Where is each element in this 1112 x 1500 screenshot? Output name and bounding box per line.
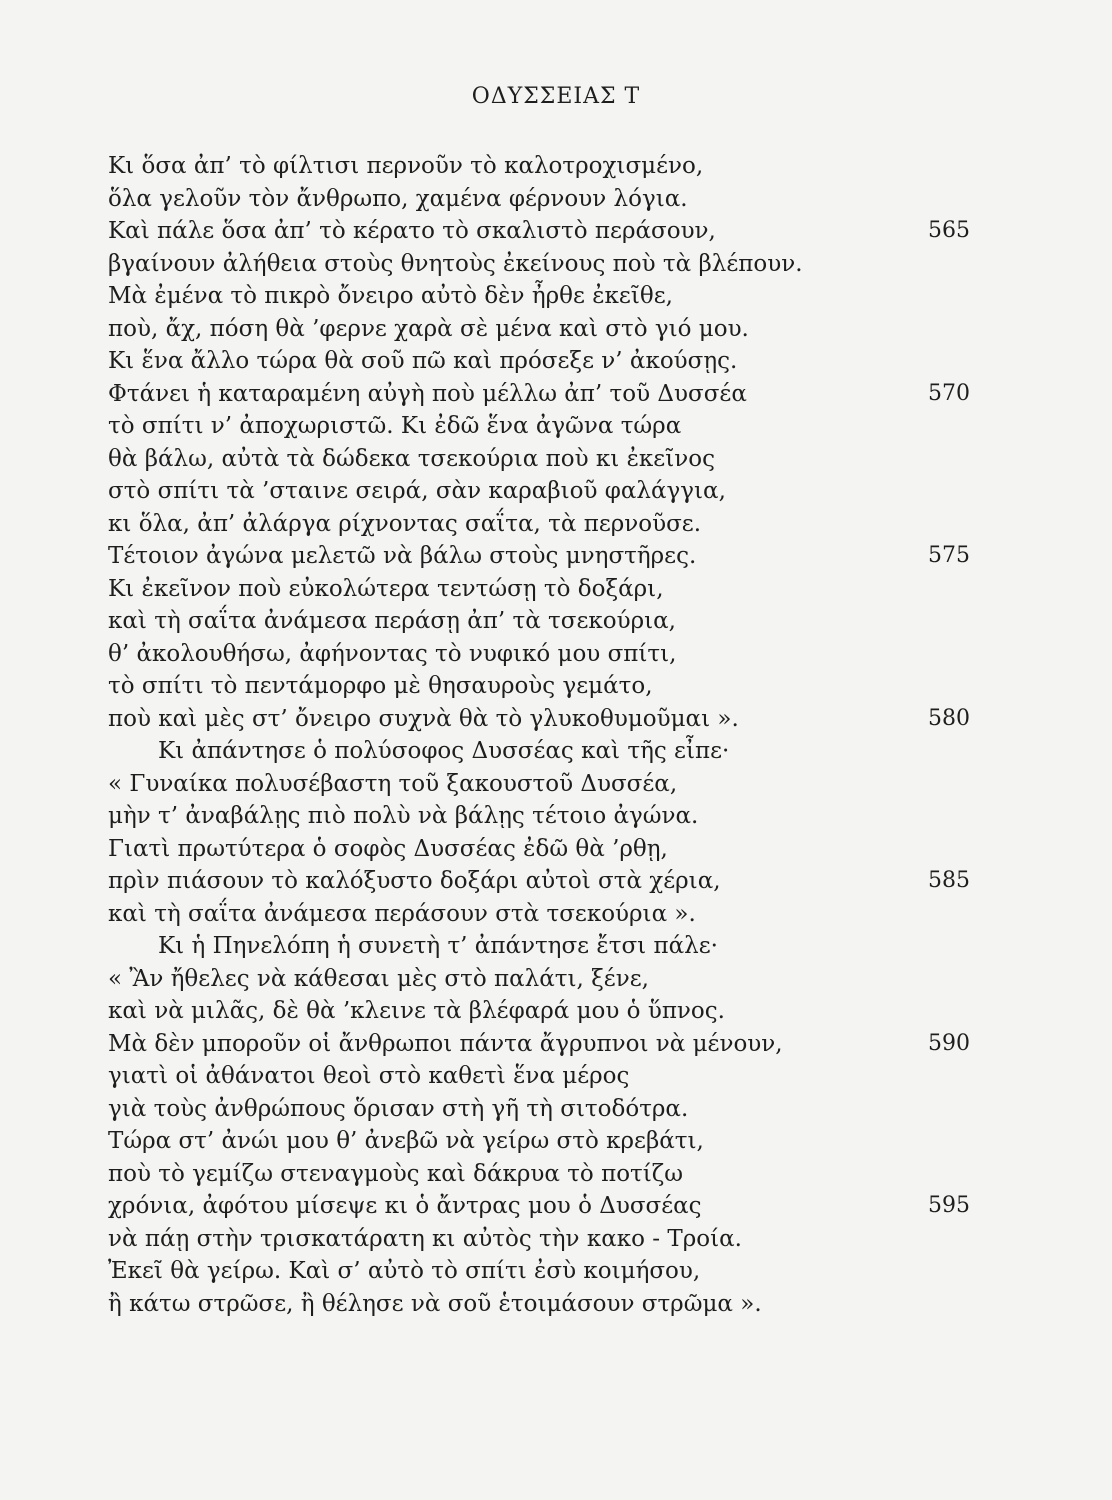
verse-text: χρόνια, ἀφότου μίσεψε κι ὁ ἄντρας μου ὁ Δυσσέας [108,1193,702,1219]
verse-text: βγαίνουν ἀλήθεια στοὺς θνητοὺς ἐκείνους ποὺ τὰ βλέπουν. [108,250,803,277]
verse-text: καὶ τὴ σαΐτα ἀνάμεσα περάσῃ ἀπ’ τὰ τσεκούρια, [108,608,676,634]
line-number: 565 [928,218,970,243]
verse-text: Κι ἐκεῖνον ποὺ εὐκολώτερα τεντώσῃ τὸ δοξάρι, [108,575,664,602]
verse-text: γιατὶ οἱ ἀθάνατοι θεοὶ στὸ καθετὶ ἕνα μέρος [108,1063,630,1089]
verse-text: γιὰ τοὺς ἀνθρώπους ὅρισαν στὴ γῆ τὴ σιτοδότρα. [108,1095,689,1122]
verse-line [0,280,1112,313]
verse-text: θ’ ἀκολουθήσω, ἀφήνοντας τὸ νυφικό μου σπίτι, [108,640,677,667]
verse-line [0,475,1112,508]
verse-text: ποὺ καὶ μὲς στ’ ὄνειρο συχνὰ θὰ τὸ γλυκοθυμοῦμαι ». [108,705,739,732]
verse-line [0,703,1112,736]
verse-line [0,345,1112,378]
verse-line [0,1060,1112,1093]
verse-text: Ἐκεῖ θὰ γείρω. Καὶ σ’ αὐτὸ τὸ σπίτι ἐσὺ κοιμήσου, [108,1258,701,1284]
verse-text: θὰ βάλω, αὐτὰ τὰ δώδεκα τσεκούρια ποὺ κι ἐκεῖνος [108,445,715,472]
verse-line [0,768,1112,801]
verse-text: Μὰ ἐμένα τὸ πικρὸ ὄνειρο αὐτὸ δὲν ἦρθε ἐκεῖθε, [108,283,673,309]
verse-line [0,638,1112,671]
verse-block [0,150,1112,1320]
verse-line [0,508,1112,541]
verse-text: ποὺ τὸ γεμίζω στεναγμοὺς καὶ δάκρυα τὸ ποτίζω [108,1160,684,1187]
verse-line [0,1255,1112,1288]
verse-line [0,930,1112,963]
verse-text: καὶ τὴ σαΐτα ἀνάμεσα περάσουν στὰ τσεκούρια ». [108,900,696,927]
verse-text: κι ὅλα, ἀπ’ ἀλάργα ρίχνοντας σαΐτα, τὰ περνοῦσε. [108,510,702,537]
running-header: ΟΔΥΣΣΕΙΑΣ Τ [471,84,641,109]
verse-line [0,410,1112,443]
verse-line [0,605,1112,638]
verse-text: ποὺ, ἄχ, πόση θὰ ’φερνε χαρὰ σὲ μένα καὶ στὸ γιό μου. [108,315,749,342]
verse-line [0,540,1112,573]
line-number: 595 [928,1193,970,1218]
verse-line [0,670,1112,703]
verse-text: νὰ πάῃ στὴν τρισκατάρατη κι αὐτὸς τὴν κακο - Τροία. [108,1225,742,1252]
verse-text: Κι ἕνα ἄλλο τώρα θὰ σοῦ πῶ καὶ πρόσεξε ν’ ἀκούσῃς. [108,348,738,374]
verse-line [0,995,1112,1028]
verse-text: Κι ἡ Πηνελόπη ἡ συνετὴ τ’ ἀπάντησε ἔτσι πάλε· [158,933,718,959]
verse-line [0,1190,1112,1223]
verse-text: καὶ νὰ μιλᾶς, δὲ θὰ ’κλεινε τὰ βλέφαρά μου ὁ ὕπνος. [108,998,725,1024]
verse-line [0,1223,1112,1256]
verse-line [0,150,1112,183]
verse-line [0,1125,1112,1158]
verse-line [0,443,1112,476]
verse-line [0,378,1112,411]
verse-text: ἢ κάτω στρῶσε, ἢ θέλησε νὰ σοῦ ἑτοιμάσουν στρῶμα ». [108,1290,762,1317]
line-number: 590 [928,1030,970,1056]
verse-line [0,963,1112,996]
verse-text: Κι ἀπάντησε ὁ πολύσοφος Δυσσέας καὶ τῆς εἶπε· [158,738,730,764]
verse-text: Κι ὅσα ἀπ’ τὸ φίλτισι περνοῦν τὸ καλοτροχισμένο, [108,153,704,179]
verse-line [0,1093,1112,1126]
verse-line [0,833,1112,866]
line-number: 585 [928,868,970,893]
verse-line [0,248,1112,281]
verse-line [0,800,1112,833]
verse-text: « Γυναίκα πολυσέβαστη τοῦ ξακουστοῦ Δυσσέα, [108,770,678,797]
verse-text: τὸ σπίτι τὸ πεντάμορφο μὲ θησαυροὺς γεμάτο, [108,673,653,699]
verse-text: Τώρα στ’ ἀνώι μου θ’ ἀνεβῶ νὰ γείρω στὸ κρεβάτι, [108,1128,704,1154]
verse-line [0,1158,1112,1191]
verse-text: Γιατὶ πρωτύτερα ὁ σοφὸς Δυσσέας ἐδῶ θὰ ’ρθῃ, [108,835,668,862]
verse-text: Μὰ δὲν μποροῦν οἱ ἄνθρωποι πάντα ἄγρυπνοι νὰ μένουν, [108,1030,783,1057]
verse-line [0,573,1112,606]
verse-text: μὴν τ’ ἀναβάλῃς πιὸ πολὺ νὰ βάλῃς τέτοιο ἀγώνα. [108,803,699,829]
line-number: 575 [928,543,970,568]
verse-text: « Ἂν ἤθελες νὰ κάθεσαι μὲς στὸ παλάτι, ξένε, [108,965,649,992]
verse-text: Καὶ πάλε ὅσα ἀπ’ τὸ κέρατο τὸ σκαλιστὸ περάσουν, [108,218,716,244]
verse-text: Φτάνει ἡ καταραμένη αὐγὴ ποὺ μέλλω ἀπ’ τοῦ Δυσσέα [108,380,747,407]
verse-line [0,1028,1112,1061]
line-number: 580 [928,705,970,731]
verse-line [0,183,1112,216]
verse-text: Τέτοιον ἀγώνα μελετῶ νὰ βάλω στοὺς μνηστῆρες. [108,543,697,569]
verse-text: στὸ σπίτι τὰ ’σταινε σειρά, σὰν καραβιοῦ φαλάγγια, [108,478,726,504]
verse-text: ὅλα γελοῦν τὸν ἄνθρωπο, χαμένα φέρνουν λόγια. [108,185,688,212]
verse-line [0,215,1112,248]
verse-text: πρὶν πιάσουν τὸ καλόξυστο δοξάρι αὐτοὶ στὰ χέρια, [108,868,721,894]
verse-line [0,735,1112,768]
verse-line [0,865,1112,898]
verse-line [0,1288,1112,1321]
verse-line [0,313,1112,346]
line-number: 570 [928,380,970,406]
verse-line [0,898,1112,931]
verse-text: τὸ σπίτι ν’ ἀποχωριστῶ. Κι ἐδῶ ἕνα ἀγῶνα τώρα [108,413,682,439]
